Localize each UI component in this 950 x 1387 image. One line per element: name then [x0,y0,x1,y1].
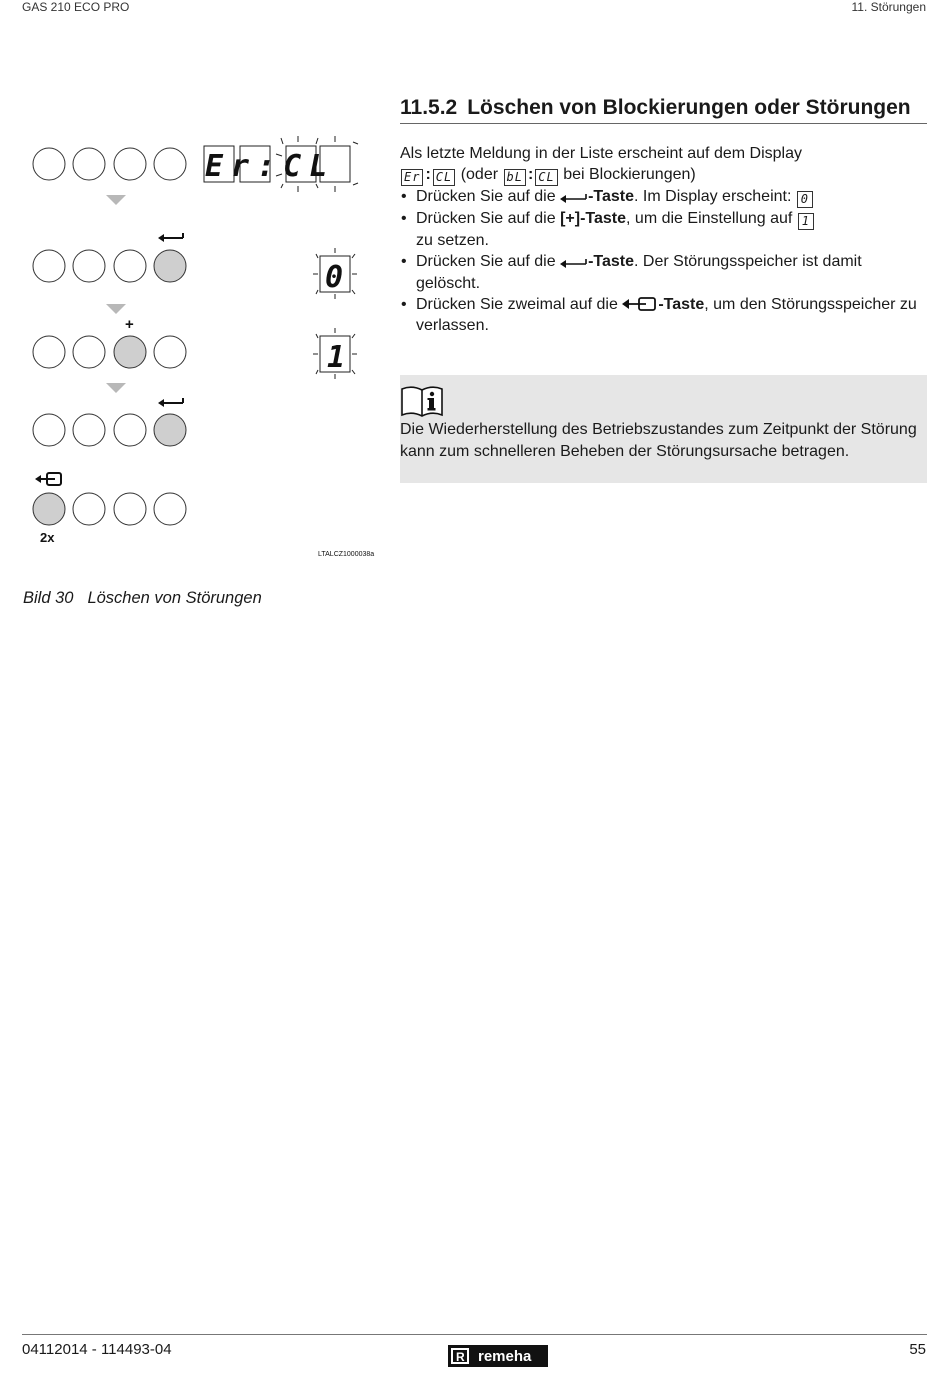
footer-divider [22,1334,927,1335]
page-number: 55 [909,1341,926,1358]
enter-key-icon [560,257,588,269]
display-0-text: 0 [325,260,344,295]
footer-doc-number: 04112014 - 114493-04 [22,1341,172,1358]
instructions [400,143,927,336]
display-seg-cl-2: CL [535,169,557,186]
key-label: [+]-Taste [560,210,627,228]
enter-icon-2 [162,398,183,403]
remeha-logo [448,1345,548,1367]
caption-title: Löschen von Störungen [87,589,262,607]
header-chapter: 11. Störungen [851,0,926,14]
oder-suffix: bei Blockierungen) [563,166,696,184]
intro-line-2 [400,164,927,186]
caption-number: Bild 30 [23,589,74,607]
enter-key-icon [560,192,588,204]
display-er-cl-text: Er:CL [205,149,336,184]
control-panel-diagram [0,130,390,570]
key-label: -Taste [588,188,635,206]
display-seg-0: 0 [797,191,813,208]
key-label: -Taste [588,253,635,271]
step-text-post2: zu setzen. [416,232,489,250]
seg-colon-2: : [527,166,534,184]
step-arrow-3 [106,383,126,393]
header-product: GAS 210 ECO PRO [22,0,130,14]
display-seg-er: Er [401,169,423,186]
display-seg-bl: bL [504,169,526,186]
step-text: Drücken Sie auf die [416,210,556,228]
step-item [400,208,927,251]
section-title-text: Löschen von Blockierungen oder Störungen [467,96,911,119]
book-info-icon [400,385,444,419]
step-text: Drücken Sie zweimal auf die [416,295,618,313]
step-text-post: , um den Störungsspeicher zu verlassen. [416,295,917,335]
step-arrow-2 [106,304,126,314]
display-seg-cl: CL [433,169,455,186]
note-text: Die Wiederherstellung des Betriebszustandes zum Zeitpunkt der Störung kann zum schnelleren Beheben der Störungsursache betragen. [400,421,917,460]
step-item [400,294,927,336]
button-row-5 [33,493,186,525]
intro-line: Als letzte Meldung in der Liste erscheint auf dem Display [400,145,802,162]
figure-caption [23,589,262,608]
display-1-text: 1 [327,340,346,375]
svg-text:R: R [456,1350,465,1364]
button-row-4 [33,414,186,446]
enter-icon-1 [162,233,183,238]
section-title [400,96,927,124]
escape-key-icon [622,296,658,312]
step-item [400,251,927,293]
info-note [400,375,927,483]
brand-text: remeha [478,1348,532,1365]
step-text-post: , um die Einstellung auf [626,210,793,228]
key-label: -Taste [658,295,705,313]
step-text: Drücken Sie auf die [416,188,556,206]
seg-colon: : [425,166,431,184]
section-number: 11.5.2 [400,96,458,119]
plus-label: + [125,316,134,333]
step-text: Drücken Sie auf die [416,253,556,271]
button-row-2 [33,250,186,282]
oder-prefix: (oder [460,166,499,184]
display-seg-1: 1 [798,213,814,230]
step-list [400,186,927,336]
figure-code: LTALCZ1000038a [318,551,375,558]
step-item [400,186,927,208]
step-text-post: . Im Display erscheint: [634,188,792,206]
button-row-1 [33,148,186,180]
step-text-post: . Der Störungsspeicher ist damit gelöscht. [416,253,862,292]
twice-label: 2x [40,530,55,545]
button-row-3 [33,336,186,368]
step-arrow-1 [106,195,126,205]
